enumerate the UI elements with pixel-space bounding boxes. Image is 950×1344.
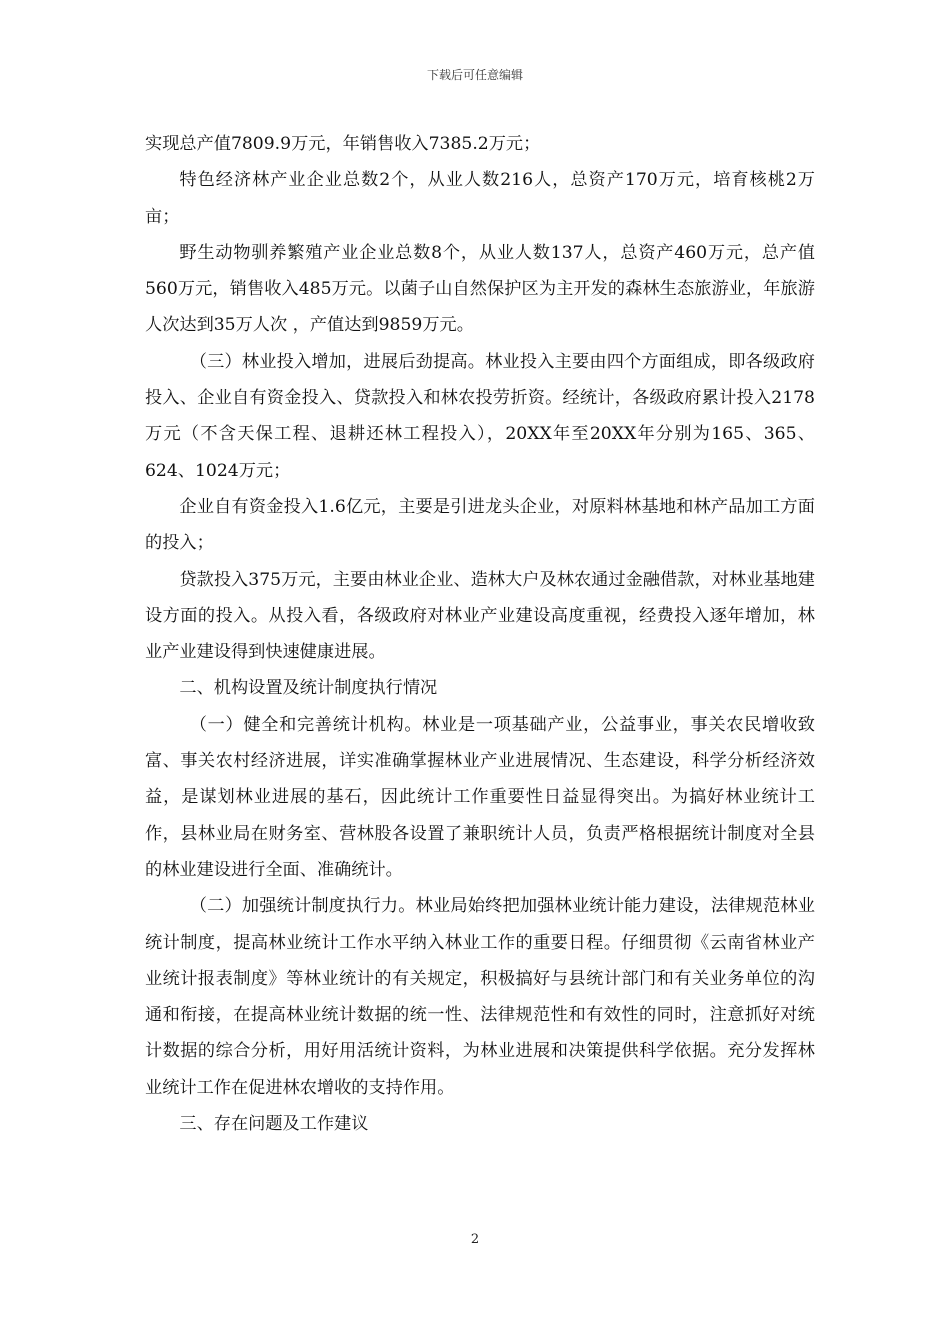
paragraph-forestry-investment: （三）林业投入增加，进展后劲提高。林业投入主要由四个方面组成，即各级政府投入、企业自有资金投入、贷款投入和林农投劳折资。经统计，各级政府累计投入2178万元（不含天保工程、退耕还林工程投入），20XX年至20XX年分别为165、365、624、1024万元； bbox=[145, 351, 815, 481]
paragraph-enterprise-investment: 企业自有资金投入1.6亿元，主要是引进龙头企业，对原料林基地和林产品加工方面的投入； bbox=[145, 496, 815, 554]
paragraph-economic-forest: 特色经济林产业企业总数2个，从业人数216人，总资产170万元，培育核桃2万亩； bbox=[145, 170, 815, 227]
page-header: 下载后可任意编辑 bbox=[426, 68, 523, 82]
section-heading-problems: 三、存在问题及工作建议 bbox=[179, 1114, 369, 1135]
paragraph-output-value: 实现总产值7809.9万元，年销售收入7385.2万元； bbox=[145, 134, 541, 154]
section-heading-institutions: 二、机构设置及统计制度执行情况 bbox=[179, 678, 438, 699]
page-number: 2 bbox=[470, 1232, 480, 1247]
paragraph-wildlife-breeding: 野生动物驯养繁殖产业企业总数8个，从业人数137人，总资产460万元，总产值560万元，销售收入485万元。以菌子山自然保护区为主开发的森林生态旅游业，年旅游人次达到35万人次 ，产值达到9859万元。 bbox=[145, 242, 815, 336]
paragraph-statistics-institution: （一）健全和完善统计机构。林业是一项基础产业，公益事业，事关农民增收致富、事关农村经济进展，详实准确掌握林业产业进展情况、生态建设，科学分析经济效益，是谋划林业进展的基石，因此统计工作重要性日益显得突出。为搞好林业统计工作，县林业局在财务室、营林股各设置了兼职统计人员，负责严格根据统计制度对全县的林业建设进行全面、准确统计。 bbox=[145, 714, 815, 880]
paragraph-statistics-execution: （二）加强统计制度执行力。林业局始终把加强林业统计能力建设，法律规范林业统计制度，提高林业统计工作水平纳入林业工作的重要日程。仔细贯彻《云南省林业产业统计报表制度》等林业统计的有关规定，积极搞好与县统计部门和有关业务单位的沟通和衔接，在提高林业统计数据的统一性、法律规范性和有效性的同时，注意抓好对统计数据的综合分析，用好用活统计资料，为林业进展和决策提供科学依据。充分发挥林业统计工作在促进林农增收的支持作用。 bbox=[145, 896, 815, 1098]
page-body bbox=[145, 126, 815, 1142]
paragraph-loan-investment: 贷款投入375万元，主要由林业企业、造林大户及林农通过金融借款，对林业基地建设方面的投入。从投入看，各级政府对林业产业建设高度重视，经费投入逐年增加，林业产业建设得到快速健康进展。 bbox=[145, 569, 815, 663]
